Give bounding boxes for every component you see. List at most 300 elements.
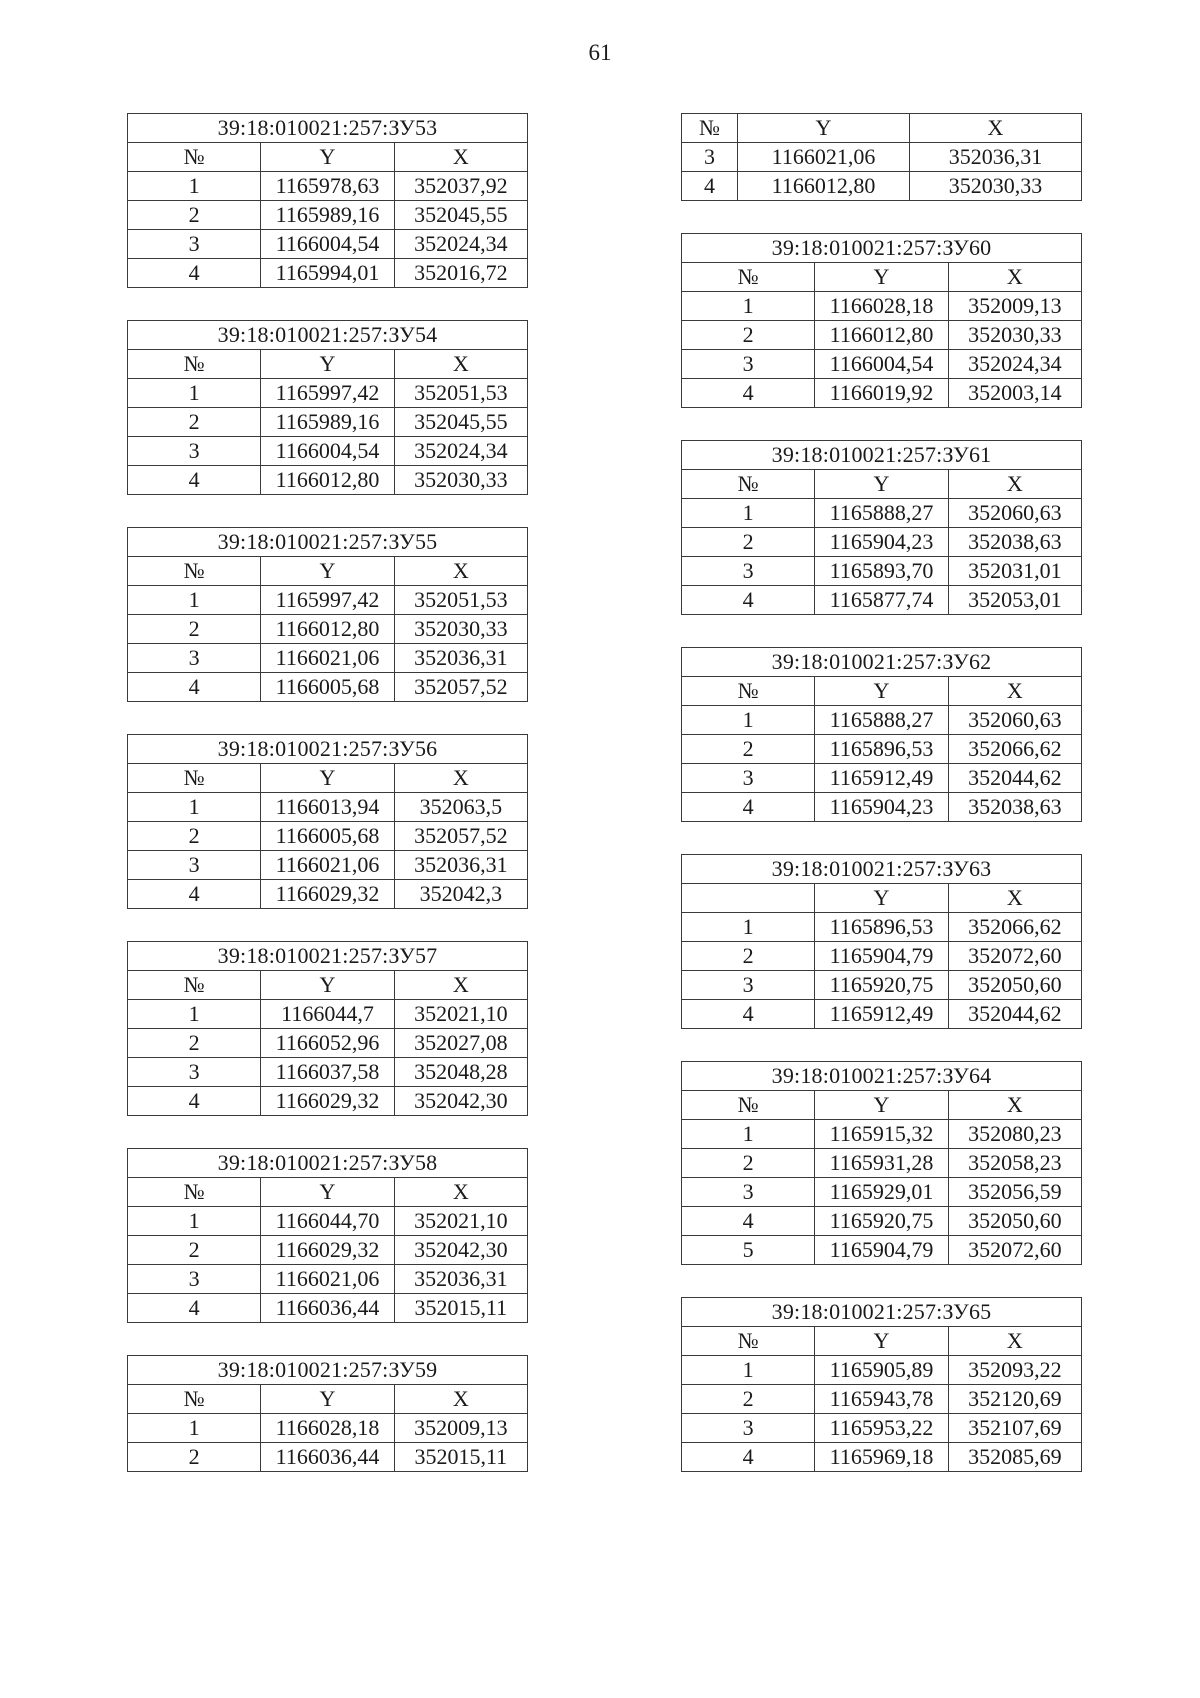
table-row	[682, 942, 1082, 971]
table-row	[682, 499, 1082, 528]
table-row	[128, 1414, 528, 1443]
point-number: 3	[128, 851, 261, 880]
parcel-id: 39:18:010021:257:ЗУ64	[682, 1062, 1082, 1091]
point-number: 4	[682, 172, 738, 201]
parcel-id: 39:18:010021:257:ЗУ59	[128, 1356, 528, 1385]
header-number: №	[128, 1385, 261, 1414]
coord-x: 352003,14	[948, 379, 1081, 408]
table-row	[128, 586, 528, 615]
header-y: Y	[261, 971, 394, 1000]
coord-x: 352085,69	[948, 1443, 1081, 1472]
coord-x: 352048,28	[394, 1058, 527, 1087]
coord-x: 352058,23	[948, 1149, 1081, 1178]
parcel-block	[681, 113, 1082, 201]
point-number: 4	[128, 259, 261, 288]
coord-x: 352016,72	[394, 259, 527, 288]
coord-x: 352037,92	[394, 172, 527, 201]
table-row	[682, 557, 1082, 586]
point-number: 4	[128, 466, 261, 495]
header-number: №	[128, 557, 261, 586]
coordinate-table	[681, 233, 1082, 408]
point-number: 4	[682, 586, 815, 615]
title-row	[682, 234, 1082, 263]
header-row	[682, 677, 1082, 706]
point-number: 1	[682, 499, 815, 528]
coord-x: 352120,69	[948, 1385, 1081, 1414]
header-row	[128, 350, 528, 379]
coord-y: 1165989,16	[261, 408, 394, 437]
coordinate-table	[127, 320, 528, 495]
table-row	[682, 1414, 1082, 1443]
coord-y: 1166028,18	[261, 1414, 394, 1443]
coord-y: 1166021,06	[261, 644, 394, 673]
coord-y: 1165953,22	[815, 1414, 948, 1443]
coord-y: 1166052,96	[261, 1029, 394, 1058]
coord-y: 1165912,49	[815, 764, 948, 793]
table-row	[128, 851, 528, 880]
parcel-block	[681, 440, 1082, 615]
point-number: 3	[128, 1265, 261, 1294]
parcel-block	[127, 527, 528, 702]
coord-x: 352093,22	[948, 1356, 1081, 1385]
point-number: 1	[682, 913, 815, 942]
coord-y: 1166012,80	[261, 466, 394, 495]
point-number: 4	[128, 880, 261, 909]
table-row	[682, 735, 1082, 764]
coord-y: 1165904,23	[815, 528, 948, 557]
parcel-id: 39:18:010021:257:ЗУ56	[128, 735, 528, 764]
header-row	[128, 143, 528, 172]
header-number	[682, 884, 815, 913]
point-number: 1	[128, 586, 261, 615]
coord-y: 1165893,70	[815, 557, 948, 586]
table-row	[682, 143, 1082, 172]
coord-x: 352044,62	[948, 764, 1081, 793]
coord-x: 352045,55	[394, 201, 527, 230]
title-row	[128, 1149, 528, 1178]
header-number: №	[128, 971, 261, 1000]
table-row	[128, 1207, 528, 1236]
title-row	[682, 1298, 1082, 1327]
header-row	[128, 971, 528, 1000]
coord-x: 352021,10	[394, 1000, 527, 1029]
point-number: 5	[682, 1236, 815, 1265]
point-number: 1	[128, 793, 261, 822]
left-column	[127, 113, 528, 1504]
table-row	[128, 615, 528, 644]
coord-y: 1165904,23	[815, 793, 948, 822]
coord-y: 1165915,32	[815, 1120, 948, 1149]
coord-y: 1165904,79	[815, 942, 948, 971]
header-row	[682, 114, 1082, 143]
coord-x: 352036,31	[394, 851, 527, 880]
coord-x: 352024,34	[394, 230, 527, 259]
point-number: 2	[682, 1385, 815, 1414]
coord-x: 352024,34	[394, 437, 527, 466]
point-number: 3	[682, 557, 815, 586]
header-x: X	[394, 1385, 527, 1414]
header-y: Y	[815, 263, 948, 292]
coord-x: 352050,60	[948, 1207, 1081, 1236]
parcel-block	[127, 1148, 528, 1323]
header-row	[128, 557, 528, 586]
point-number: 3	[128, 437, 261, 466]
parcel-block	[127, 941, 528, 1116]
table-row	[682, 1385, 1082, 1414]
point-number: 2	[128, 822, 261, 851]
table-row	[128, 437, 528, 466]
point-number: 2	[682, 1149, 815, 1178]
coordinate-table	[127, 1355, 528, 1472]
title-row	[682, 855, 1082, 884]
point-number: 1	[682, 1120, 815, 1149]
header-number: №	[128, 764, 261, 793]
parcel-id: 39:18:010021:257:ЗУ54	[128, 321, 528, 350]
coord-y: 1166021,06	[738, 143, 910, 172]
table-row	[682, 172, 1082, 201]
coordinate-table	[127, 734, 528, 909]
coord-y: 1166044,7	[261, 1000, 394, 1029]
point-number: 3	[682, 143, 738, 172]
table-row	[682, 350, 1082, 379]
header-y: Y	[815, 884, 948, 913]
coord-y: 1165904,79	[815, 1236, 948, 1265]
title-row	[682, 1062, 1082, 1091]
table-row	[682, 971, 1082, 1000]
parcel-id: 39:18:010021:257:ЗУ60	[682, 234, 1082, 263]
point-number: 2	[682, 735, 815, 764]
point-number: 4	[682, 1443, 815, 1472]
header-row	[682, 1091, 1082, 1120]
title-row	[128, 321, 528, 350]
coord-x: 352042,30	[394, 1236, 527, 1265]
coord-y: 1165929,01	[815, 1178, 948, 1207]
parcel-block	[681, 233, 1082, 408]
right-column	[681, 113, 1082, 1504]
coord-x: 352030,33	[910, 172, 1082, 201]
coord-x: 352038,63	[948, 528, 1081, 557]
header-number: №	[128, 143, 261, 172]
coord-y: 1166021,06	[261, 851, 394, 880]
header-y: Y	[815, 470, 948, 499]
table-row	[682, 292, 1082, 321]
coord-y: 1166029,32	[261, 1236, 394, 1265]
coord-y: 1166029,32	[261, 880, 394, 909]
coord-y: 1166004,54	[815, 350, 948, 379]
parcel-block	[127, 734, 528, 909]
coord-x: 352027,08	[394, 1029, 527, 1058]
header-x: X	[394, 350, 527, 379]
table-row	[682, 1000, 1082, 1029]
coord-y: 1166012,80	[261, 615, 394, 644]
point-number: 3	[682, 971, 815, 1000]
table-row	[128, 644, 528, 673]
coord-y: 1165888,27	[815, 706, 948, 735]
table-row	[682, 528, 1082, 557]
table-row	[682, 379, 1082, 408]
coordinate-table	[681, 1061, 1082, 1265]
coord-y: 1165943,78	[815, 1385, 948, 1414]
coord-y: 1166028,18	[815, 292, 948, 321]
table-row	[682, 764, 1082, 793]
coord-x: 352072,60	[948, 942, 1081, 971]
header-x: X	[394, 557, 527, 586]
coord-y: 1165989,16	[261, 201, 394, 230]
header-x: X	[948, 677, 1081, 706]
header-y: Y	[261, 557, 394, 586]
point-number: 3	[682, 1178, 815, 1207]
parcel-id: 39:18:010021:257:ЗУ65	[682, 1298, 1082, 1327]
table-row	[128, 1294, 528, 1323]
parcel-block	[681, 854, 1082, 1029]
table-row	[682, 1149, 1082, 1178]
header-number: №	[682, 263, 815, 292]
header-x: X	[948, 1091, 1081, 1120]
coord-x: 352030,33	[948, 321, 1081, 350]
point-number: 4	[682, 793, 815, 822]
coord-y: 1165905,89	[815, 1356, 948, 1385]
point-number: 1	[128, 1207, 261, 1236]
header-row	[128, 1385, 528, 1414]
parcel-block	[127, 1355, 528, 1472]
coord-y: 1166036,44	[261, 1294, 394, 1323]
header-x: X	[394, 764, 527, 793]
table-row	[682, 913, 1082, 942]
point-number: 2	[128, 1443, 261, 1472]
point-number: 4	[128, 1294, 261, 1323]
header-y: Y	[261, 350, 394, 379]
coordinate-table	[127, 1148, 528, 1323]
header-y: Y	[261, 1385, 394, 1414]
point-number: 1	[128, 172, 261, 201]
parcel-id: 39:18:010021:257:ЗУ61	[682, 441, 1082, 470]
table-row	[682, 793, 1082, 822]
table-row	[128, 1000, 528, 1029]
table-row	[682, 1178, 1082, 1207]
header-y: Y	[261, 143, 394, 172]
point-number: 2	[128, 615, 261, 644]
title-row	[682, 648, 1082, 677]
header-row	[128, 764, 528, 793]
table-row	[682, 321, 1082, 350]
table-row	[682, 1236, 1082, 1265]
page-number: 61	[588, 40, 612, 65]
coord-x: 352030,33	[394, 615, 527, 644]
coordinate-table	[127, 113, 528, 288]
coord-x: 352050,60	[948, 971, 1081, 1000]
header-number: №	[682, 677, 815, 706]
header-y: Y	[261, 764, 394, 793]
title-row	[682, 441, 1082, 470]
coord-x: 352024,34	[948, 350, 1081, 379]
coord-y: 1166019,92	[815, 379, 948, 408]
header-x: X	[948, 263, 1081, 292]
table-row	[682, 1356, 1082, 1385]
parcel-block	[681, 1061, 1082, 1265]
coord-x: 352045,55	[394, 408, 527, 437]
coord-y: 1165896,53	[815, 735, 948, 764]
header-number: №	[128, 1178, 261, 1207]
point-number: 1	[682, 706, 815, 735]
point-number: 3	[682, 350, 815, 379]
coord-x: 352036,31	[394, 644, 527, 673]
table-row	[128, 466, 528, 495]
coord-x: 352036,31	[910, 143, 1082, 172]
coord-x: 352015,11	[394, 1443, 527, 1472]
coordinate-table	[127, 941, 528, 1116]
coord-x: 352053,01	[948, 586, 1081, 615]
title-row	[128, 114, 528, 143]
point-number: 1	[682, 1356, 815, 1385]
title-row	[128, 942, 528, 971]
parcel-block	[681, 647, 1082, 822]
table-row	[682, 1443, 1082, 1472]
table-row	[128, 259, 528, 288]
parcel-id: 39:18:010021:257:ЗУ53	[128, 114, 528, 143]
coord-y: 1165969,18	[815, 1443, 948, 1472]
coord-x: 352072,60	[948, 1236, 1081, 1265]
coord-y: 1165877,74	[815, 586, 948, 615]
coord-y: 1166021,06	[261, 1265, 394, 1294]
title-row	[128, 528, 528, 557]
coordinate-table	[681, 113, 1082, 201]
header-row	[682, 884, 1082, 913]
point-number: 4	[682, 379, 815, 408]
header-y: Y	[815, 677, 948, 706]
table-row	[128, 1058, 528, 1087]
header-row	[682, 263, 1082, 292]
table-row	[128, 172, 528, 201]
parcel-id: 39:18:010021:257:ЗУ55	[128, 528, 528, 557]
coord-x: 352042,30	[394, 1087, 527, 1116]
coord-y: 1166037,58	[261, 1058, 394, 1087]
parcel-block	[681, 1297, 1082, 1472]
coord-y: 1165920,75	[815, 971, 948, 1000]
coord-x: 352057,52	[394, 673, 527, 702]
point-number: 4	[128, 1087, 261, 1116]
point-number: 3	[128, 230, 261, 259]
coord-x: 352042,3	[394, 880, 527, 909]
table-row	[682, 586, 1082, 615]
coord-y: 1165896,53	[815, 913, 948, 942]
coord-y: 1166036,44	[261, 1443, 394, 1472]
point-number: 1	[128, 379, 261, 408]
coord-y: 1166012,80	[815, 321, 948, 350]
coord-y: 1165997,42	[261, 379, 394, 408]
table-row	[128, 201, 528, 230]
table-row	[128, 230, 528, 259]
coord-y: 1166013,94	[261, 793, 394, 822]
coord-x: 352030,33	[394, 466, 527, 495]
table-row	[128, 1443, 528, 1472]
coord-y: 1165888,27	[815, 499, 948, 528]
coord-y: 1166012,80	[738, 172, 910, 201]
header-number: №	[682, 1091, 815, 1120]
coord-y: 1166004,54	[261, 230, 394, 259]
coordinate-table	[127, 527, 528, 702]
table-row	[128, 379, 528, 408]
coord-y: 1165994,01	[261, 259, 394, 288]
point-number: 2	[128, 408, 261, 437]
table-row	[128, 1087, 528, 1116]
table-row	[128, 793, 528, 822]
table-row	[128, 408, 528, 437]
header-number: №	[128, 350, 261, 379]
title-row	[128, 1356, 528, 1385]
coord-y: 1166044,70	[261, 1207, 394, 1236]
coordinate-table	[681, 647, 1082, 822]
point-number: 2	[128, 1236, 261, 1265]
coord-x: 352080,23	[948, 1120, 1081, 1149]
point-number: 4	[682, 1207, 815, 1236]
coord-y: 1166005,68	[261, 673, 394, 702]
coord-x: 352057,52	[394, 822, 527, 851]
parcel-id: 39:18:010021:257:ЗУ58	[128, 1149, 528, 1178]
coord-x: 352038,63	[948, 793, 1081, 822]
coordinate-table	[681, 440, 1082, 615]
header-number: №	[682, 470, 815, 499]
table-row	[128, 880, 528, 909]
title-row	[128, 735, 528, 764]
header-y: Y	[815, 1091, 948, 1120]
parcel-block	[127, 113, 528, 288]
table-row	[128, 1029, 528, 1058]
header-x: X	[948, 884, 1081, 913]
point-number: 3	[682, 1414, 815, 1443]
point-number: 2	[682, 321, 815, 350]
table-row	[128, 1265, 528, 1294]
point-number: 4	[128, 673, 261, 702]
coord-x: 352051,53	[394, 379, 527, 408]
table-row	[128, 1236, 528, 1265]
point-number: 1	[128, 1414, 261, 1443]
header-number: №	[682, 114, 738, 143]
header-row	[682, 470, 1082, 499]
coord-x: 352056,59	[948, 1178, 1081, 1207]
coord-x: 352051,53	[394, 586, 527, 615]
coordinate-table	[681, 854, 1082, 1029]
point-number: 2	[128, 201, 261, 230]
coordinate-table	[681, 1297, 1082, 1472]
header-x: X	[394, 143, 527, 172]
coord-y: 1166004,54	[261, 437, 394, 466]
header-y: Y	[738, 114, 910, 143]
table-row	[128, 673, 528, 702]
coord-y: 1165920,75	[815, 1207, 948, 1236]
header-y: Y	[261, 1178, 394, 1207]
coord-y: 1166005,68	[261, 822, 394, 851]
coord-x: 352107,69	[948, 1414, 1081, 1443]
header-number: №	[682, 1327, 815, 1356]
point-number: 2	[128, 1029, 261, 1058]
coord-x: 352031,01	[948, 557, 1081, 586]
parcel-block	[127, 320, 528, 495]
coord-x: 352009,13	[394, 1414, 527, 1443]
parcel-id: 39:18:010021:257:ЗУ62	[682, 648, 1082, 677]
point-number: 1	[682, 292, 815, 321]
point-number: 2	[682, 942, 815, 971]
point-number: 3	[128, 644, 261, 673]
table-row	[682, 706, 1082, 735]
point-number: 4	[682, 1000, 815, 1029]
table-row	[682, 1120, 1082, 1149]
header-x: X	[948, 1327, 1081, 1356]
header-row	[682, 1327, 1082, 1356]
header-x: X	[948, 470, 1081, 499]
coord-x: 352009,13	[948, 292, 1081, 321]
point-number: 3	[128, 1058, 261, 1087]
coord-x: 352060,63	[948, 706, 1081, 735]
